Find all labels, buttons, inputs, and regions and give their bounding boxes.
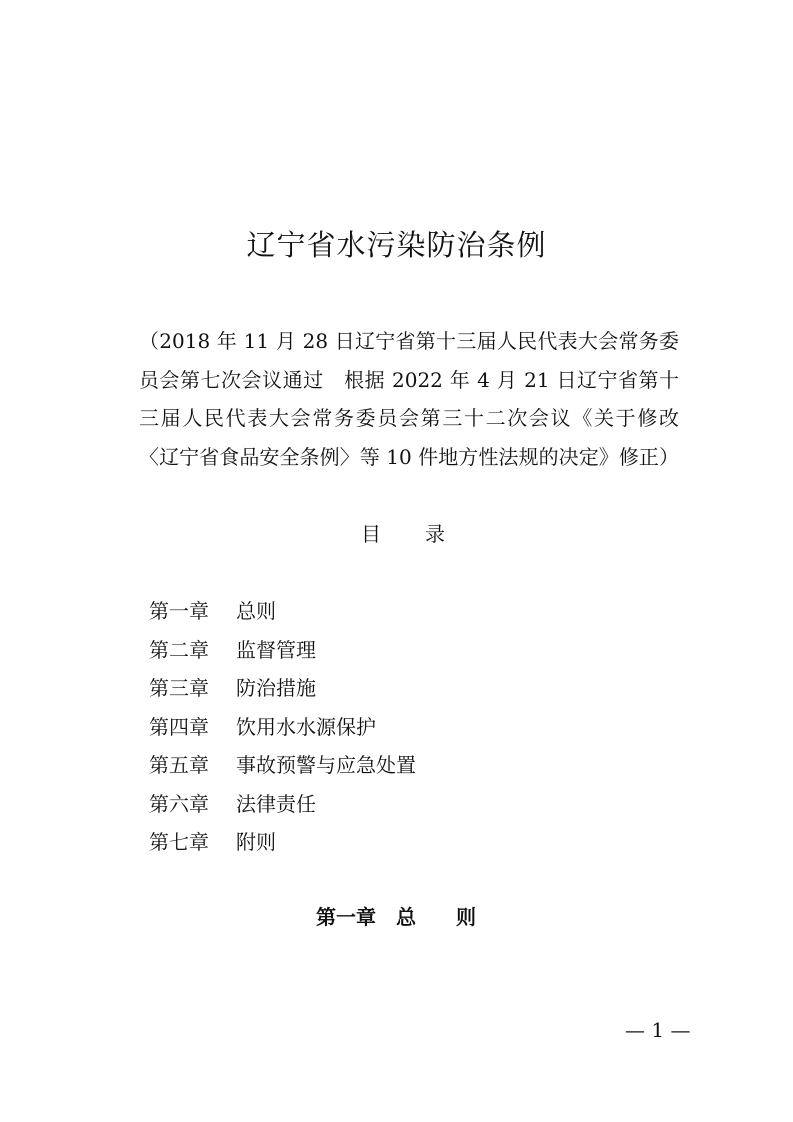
- toc-heading: [361, 520, 445, 548]
- adoption-note-line: 三届人民代表大会常务委员会第三十二次会议《关于修改: [139, 406, 679, 430]
- adoption-note: [139, 322, 679, 476]
- toc-chapter-number: 第六章: [149, 791, 209, 816]
- toc-chapter-number: 第五章: [149, 753, 209, 777]
- table-of-contents: [149, 592, 416, 862]
- toc-chapter-title: 防治措施: [236, 676, 316, 700]
- toc-chapter-number: 第四章: [149, 714, 209, 739]
- adoption-note-line: 员会第七次会议通过 根据 2022 年 4 月 21 日辽宁省第十: [139, 367, 679, 392]
- toc-item: [149, 669, 416, 708]
- adoption-note-line: 〈辽宁省食品安全条例〉等 10 件地方性法规的决定》修正）: [139, 444, 679, 469]
- toc-heading-part: 录: [425, 522, 445, 546]
- toc-chapter-title: 监督管理: [236, 637, 316, 662]
- toc-chapter-number: 第一章: [149, 599, 209, 623]
- chapter-heading: [316, 902, 476, 932]
- toc-chapter-number: 第二章: [149, 637, 209, 662]
- toc-item: [149, 785, 416, 824]
- toc-chapter-title: 法律责任: [236, 791, 316, 816]
- toc-chapter-title: 附则: [236, 830, 276, 854]
- chapter-title-part: 总: [396, 905, 416, 929]
- toc-item: [149, 746, 416, 785]
- adoption-note-line: （2018 年 11 月 28 日辽宁省第十三届人民代表大会常务委: [139, 329, 679, 353]
- toc-item: [149, 631, 416, 670]
- toc-chapter-number: 第七章: [149, 830, 209, 854]
- toc-item: [149, 823, 416, 862]
- toc-item: [149, 592, 416, 631]
- chapter-number: 第一章: [316, 905, 376, 929]
- toc-chapter-title: 饮用水水源保护: [236, 714, 376, 739]
- document-title: 辽宁省水污染防治条例: [246, 228, 547, 262]
- chapter-title-part: 则: [456, 905, 476, 929]
- toc-chapter-title: 总则: [236, 599, 276, 623]
- page-number: — 1 —: [625, 1018, 691, 1042]
- toc-item: [149, 708, 416, 747]
- toc-heading-part: 目: [361, 522, 381, 546]
- toc-chapter-title: 事故预警与应急处置: [236, 753, 416, 777]
- toc-chapter-number: 第三章: [149, 676, 209, 700]
